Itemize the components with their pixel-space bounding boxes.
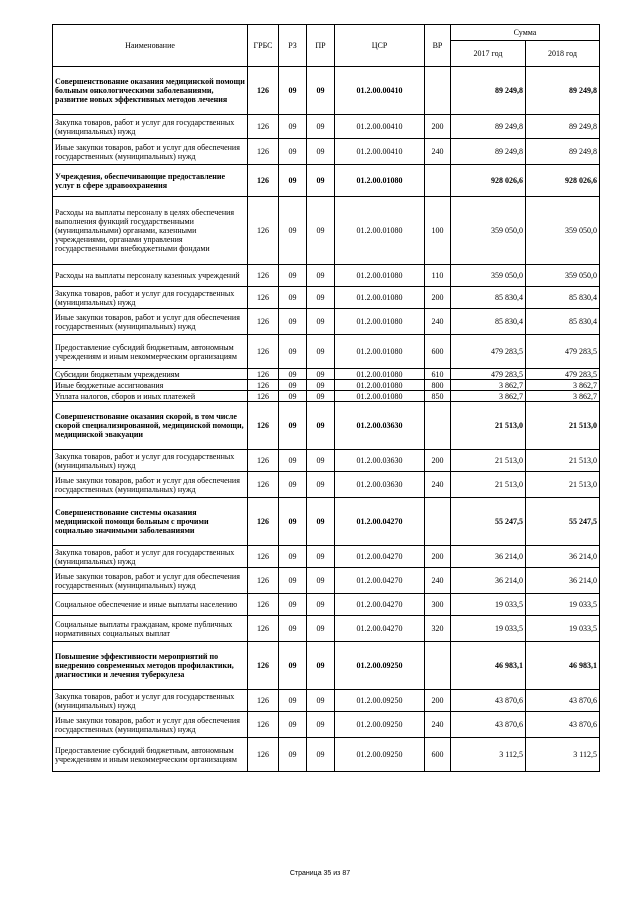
cell-csr: 01.2.00.01080	[335, 369, 425, 380]
table-row	[53, 642, 600, 690]
cell-rz: 09	[279, 197, 307, 265]
cell-csr: 01.2.00.01080	[335, 391, 425, 402]
cell-pr: 09	[307, 335, 335, 369]
cell-grbs: 126	[248, 594, 279, 616]
table-row	[53, 287, 600, 309]
table-row	[53, 594, 600, 616]
cell-vr: 200	[425, 690, 451, 712]
header-name: Наименование	[53, 25, 248, 67]
cell-grbs: 126	[248, 450, 279, 472]
cell-sum-2018: 359 050,0	[526, 265, 600, 287]
cell-grbs: 126	[248, 197, 279, 265]
table-row	[53, 568, 600, 594]
cell-sum-2018: 19 033,5	[526, 616, 600, 642]
cell-sum-2017: 89 249,8	[451, 139, 526, 165]
table-row	[53, 369, 600, 380]
cell-grbs: 126	[248, 287, 279, 309]
cell-sum-2017: 21 513,0	[451, 472, 526, 498]
cell-rz: 09	[279, 67, 307, 115]
table-row	[53, 115, 600, 139]
cell-sum-2018: 928 026,6	[526, 165, 600, 197]
cell-grbs: 126	[248, 568, 279, 594]
cell-name: Закупка товаров, работ и услуг для государственных (муниципальных) нужд	[53, 690, 248, 712]
cell-sum-2018: 36 214,0	[526, 568, 600, 594]
cell-name: Иные закупки товаров, работ и услуг для обеспечения государственных (муниципальных) нужд	[53, 712, 248, 738]
page-number: Страница 35 из 87	[289, 870, 351, 877]
cell-csr: 01.2.00.01080	[335, 287, 425, 309]
cell-rz: 09	[279, 265, 307, 287]
table-row	[53, 738, 600, 772]
cell-vr	[425, 402, 451, 450]
cell-name: Закупка товаров, работ и услуг для государственных (муниципальных) нужд	[53, 546, 248, 568]
cell-grbs: 126	[248, 115, 279, 139]
cell-sum-2017: 3 862,7	[451, 380, 526, 391]
cell-sum-2017: 43 870,6	[451, 712, 526, 738]
cell-grbs: 126	[248, 67, 279, 115]
cell-name: Учреждения, обеспечивающие предоставление услуг в сфере здравоохранения	[53, 165, 248, 197]
cell-rz: 09	[279, 402, 307, 450]
cell-sum-2018: 85 830,4	[526, 287, 600, 309]
cell-grbs: 126	[248, 402, 279, 450]
table-row	[53, 690, 600, 712]
cell-sum-2018: 89 249,8	[526, 139, 600, 165]
table-body	[53, 67, 600, 772]
cell-sum-2018: 3 112,5	[526, 738, 600, 772]
cell-sum-2017: 36 214,0	[451, 568, 526, 594]
table-row	[53, 139, 600, 165]
cell-name: Иные закупки товаров, работ и услуг для обеспечения государственных (муниципальных) нужд	[53, 309, 248, 335]
cell-vr: 240	[425, 309, 451, 335]
header-row	[53, 25, 600, 41]
cell-csr: 01.2.00.09250	[335, 690, 425, 712]
cell-sum-2018: 43 870,6	[526, 712, 600, 738]
cell-sum-2018: 85 830,4	[526, 309, 600, 335]
cell-csr: 01.2.00.09250	[335, 738, 425, 772]
cell-rz: 09	[279, 335, 307, 369]
cell-sum-2017: 359 050,0	[451, 197, 526, 265]
cell-name: Уплата налогов, сборов и иных платежей	[53, 391, 248, 402]
cell-rz: 09	[279, 309, 307, 335]
cell-vr: 600	[425, 335, 451, 369]
cell-csr: 01.2.00.03630	[335, 450, 425, 472]
cell-csr: 01.2.00.00410	[335, 67, 425, 115]
cell-name: Расходы на выплаты персоналу в целях обеспечения выполнения функций государственными (муниципальными) органами, казенными учреждениями, органами управления государственными внебюджетными фондами	[53, 197, 248, 265]
header-2018: 2018 год	[526, 41, 600, 67]
cell-grbs: 126	[248, 642, 279, 690]
table-row	[53, 498, 600, 546]
cell-sum-2018: 359 050,0	[526, 197, 600, 265]
cell-csr: 01.2.00.04270	[335, 568, 425, 594]
header-grbs: ГРБС	[248, 25, 279, 67]
cell-name: Социальное обеспечение и иные выплаты населению	[53, 594, 248, 616]
cell-rz: 09	[279, 369, 307, 380]
cell-pr: 09	[307, 450, 335, 472]
cell-name: Предоставление субсидий бюджетным, автономным учреждениям и иным некоммерческим организациям	[53, 738, 248, 772]
cell-rz: 09	[279, 139, 307, 165]
cell-name: Иные закупки товаров, работ и услуг для обеспечения государственных (муниципальных) нужд	[53, 568, 248, 594]
cell-vr: 240	[425, 568, 451, 594]
cell-pr: 09	[307, 712, 335, 738]
cell-sum-2018: 89 249,8	[526, 67, 600, 115]
cell-sum-2017: 19 033,5	[451, 616, 526, 642]
cell-sum-2018: 43 870,6	[526, 690, 600, 712]
cell-grbs: 126	[248, 690, 279, 712]
cell-vr: 240	[425, 472, 451, 498]
cell-rz: 09	[279, 472, 307, 498]
budget-table	[52, 24, 600, 772]
cell-grbs: 126	[248, 165, 279, 197]
cell-csr: 01.2.00.09250	[335, 712, 425, 738]
header-2017: 2017 год	[451, 41, 526, 67]
table-row	[53, 472, 600, 498]
cell-vr: 300	[425, 594, 451, 616]
cell-sum-2017: 21 513,0	[451, 450, 526, 472]
cell-vr	[425, 642, 451, 690]
cell-rz: 09	[279, 287, 307, 309]
cell-sum-2018: 21 513,0	[526, 472, 600, 498]
table-row	[53, 450, 600, 472]
cell-grbs: 126	[248, 391, 279, 402]
cell-name: Иные бюджетные ассигнования	[53, 380, 248, 391]
cell-pr: 09	[307, 568, 335, 594]
cell-csr: 01.2.00.04270	[335, 546, 425, 568]
cell-sum-2017: 36 214,0	[451, 546, 526, 568]
cell-pr: 09	[307, 165, 335, 197]
cell-sum-2017: 85 830,4	[451, 287, 526, 309]
cell-name: Предоставление субсидий бюджетным, автономным учреждениям и иным некоммерческим организациям	[53, 335, 248, 369]
cell-pr: 09	[307, 265, 335, 287]
cell-csr: 01.2.00.01080	[335, 165, 425, 197]
cell-csr: 01.2.00.01080	[335, 335, 425, 369]
cell-name: Совершенствование оказания скорой, в том числе скорой специализированной, медицинской помощи, медицинской эвакуации	[53, 402, 248, 450]
cell-rz: 09	[279, 594, 307, 616]
cell-vr: 800	[425, 380, 451, 391]
table-row	[53, 616, 600, 642]
cell-sum-2017: 3 112,5	[451, 738, 526, 772]
cell-csr: 01.2.00.01080	[335, 197, 425, 265]
cell-name: Закупка товаров, работ и услуг для государственных (муниципальных) нужд	[53, 115, 248, 139]
cell-name: Совершенствование системы оказания медицинской помощи больным с прочими социально значимыми заболеваниями	[53, 498, 248, 546]
cell-sum-2017: 55 247,5	[451, 498, 526, 546]
cell-grbs: 126	[248, 369, 279, 380]
cell-vr: 200	[425, 450, 451, 472]
cell-pr: 09	[307, 67, 335, 115]
cell-rz: 09	[279, 380, 307, 391]
cell-pr: 09	[307, 391, 335, 402]
cell-rz: 09	[279, 738, 307, 772]
cell-grbs: 126	[248, 498, 279, 546]
cell-vr: 200	[425, 546, 451, 568]
cell-rz: 09	[279, 712, 307, 738]
cell-pr: 09	[307, 690, 335, 712]
cell-pr: 09	[307, 546, 335, 568]
cell-name: Иные закупки товаров, работ и услуг для обеспечения государственных (муниципальных) нужд	[53, 472, 248, 498]
cell-vr: 610	[425, 369, 451, 380]
cell-sum-2018: 21 513,0	[526, 450, 600, 472]
header-sum: Сумма	[451, 25, 600, 41]
cell-sum-2017: 85 830,4	[451, 309, 526, 335]
cell-vr: 850	[425, 391, 451, 402]
table-row	[53, 67, 600, 115]
header-rz: РЗ	[279, 25, 307, 67]
cell-pr: 09	[307, 472, 335, 498]
header-vr: ВР	[425, 25, 451, 67]
cell-csr: 01.2.00.04270	[335, 594, 425, 616]
cell-pr: 09	[307, 498, 335, 546]
cell-name: Совершенствование оказания медицинской помощи больным онкологическими заболеваниями, развитие новых эффективных методов лечения	[53, 67, 248, 115]
cell-rz: 09	[279, 450, 307, 472]
cell-rz: 09	[279, 568, 307, 594]
cell-vr: 320	[425, 616, 451, 642]
cell-sum-2018: 55 247,5	[526, 498, 600, 546]
cell-sum-2017: 46 983,1	[451, 642, 526, 690]
cell-vr	[425, 165, 451, 197]
cell-vr: 200	[425, 287, 451, 309]
header-pr: ПР	[307, 25, 335, 67]
cell-pr: 09	[307, 616, 335, 642]
table-row	[53, 546, 600, 568]
cell-sum-2017: 928 026,6	[451, 165, 526, 197]
cell-pr: 09	[307, 287, 335, 309]
cell-csr: 01.2.00.04270	[335, 616, 425, 642]
cell-sum-2017: 479 283,5	[451, 369, 526, 380]
cell-sum-2017: 21 513,0	[451, 402, 526, 450]
cell-pr: 09	[307, 197, 335, 265]
cell-name: Закупка товаров, работ и услуг для государственных (муниципальных) нужд	[53, 287, 248, 309]
cell-rz: 09	[279, 642, 307, 690]
cell-sum-2018: 19 033,5	[526, 594, 600, 616]
cell-vr	[425, 498, 451, 546]
cell-rz: 09	[279, 690, 307, 712]
cell-sum-2018: 89 249,8	[526, 115, 600, 139]
cell-csr: 01.2.00.00410	[335, 115, 425, 139]
document-page	[52, 24, 599, 772]
cell-pr: 09	[307, 738, 335, 772]
cell-csr: 01.2.00.00410	[335, 139, 425, 165]
cell-name: Закупка товаров, работ и услуг для государственных (муниципальных) нужд	[53, 450, 248, 472]
cell-grbs: 126	[248, 139, 279, 165]
cell-csr: 01.2.00.01080	[335, 309, 425, 335]
cell-sum-2018: 46 983,1	[526, 642, 600, 690]
cell-rz: 09	[279, 616, 307, 642]
table-row	[53, 165, 600, 197]
table-row	[53, 197, 600, 265]
cell-grbs: 126	[248, 265, 279, 287]
cell-grbs: 126	[248, 472, 279, 498]
cell-grbs: 126	[248, 738, 279, 772]
cell-name: Субсидии бюджетным учреждениям	[53, 369, 248, 380]
cell-pr: 09	[307, 594, 335, 616]
cell-rz: 09	[279, 165, 307, 197]
cell-grbs: 126	[248, 380, 279, 391]
cell-rz: 09	[279, 546, 307, 568]
cell-rz: 09	[279, 498, 307, 546]
cell-sum-2017: 19 033,5	[451, 594, 526, 616]
table-row	[53, 712, 600, 738]
cell-sum-2018: 3 862,7	[526, 380, 600, 391]
cell-sum-2018: 479 283,5	[526, 369, 600, 380]
cell-csr: 01.2.00.04270	[335, 498, 425, 546]
cell-grbs: 126	[248, 309, 279, 335]
cell-sum-2017: 359 050,0	[451, 265, 526, 287]
cell-name: Расходы на выплаты персоналу казенных учреждений	[53, 265, 248, 287]
cell-csr: 01.2.00.01080	[335, 265, 425, 287]
cell-pr: 09	[307, 642, 335, 690]
cell-csr: 01.2.00.01080	[335, 380, 425, 391]
cell-grbs: 126	[248, 616, 279, 642]
cell-sum-2017: 3 862,7	[451, 391, 526, 402]
cell-grbs: 126	[248, 546, 279, 568]
cell-sum-2018: 36 214,0	[526, 546, 600, 568]
table-row	[53, 265, 600, 287]
table-row	[53, 391, 600, 402]
cell-pr: 09	[307, 380, 335, 391]
cell-vr: 240	[425, 139, 451, 165]
cell-sum-2018: 21 513,0	[526, 402, 600, 450]
cell-sum-2017: 43 870,6	[451, 690, 526, 712]
cell-vr: 100	[425, 197, 451, 265]
cell-name: Социальные выплаты гражданам, кроме публичных нормативных социальных выплат	[53, 616, 248, 642]
cell-name: Повышение эффективности мероприятий по внедрению современных методов профилактики, диагностики и лечения туберкулеза	[53, 642, 248, 690]
cell-vr: 200	[425, 115, 451, 139]
cell-pr: 09	[307, 369, 335, 380]
cell-pr: 09	[307, 115, 335, 139]
cell-csr: 01.2.00.09250	[335, 642, 425, 690]
cell-sum-2017: 479 283,5	[451, 335, 526, 369]
cell-rz: 09	[279, 391, 307, 402]
cell-vr	[425, 67, 451, 115]
header-csr: ЦСР	[335, 25, 425, 67]
cell-vr: 600	[425, 738, 451, 772]
cell-grbs: 126	[248, 712, 279, 738]
table-row	[53, 309, 600, 335]
cell-pr: 09	[307, 402, 335, 450]
cell-sum-2017: 89 249,8	[451, 67, 526, 115]
cell-rz: 09	[279, 115, 307, 139]
cell-vr: 240	[425, 712, 451, 738]
cell-pr: 09	[307, 139, 335, 165]
cell-csr: 01.2.00.03630	[335, 402, 425, 450]
cell-name: Иные закупки товаров, работ и услуг для обеспечения государственных (муниципальных) нужд	[53, 139, 248, 165]
cell-pr: 09	[307, 309, 335, 335]
table-row	[53, 402, 600, 450]
table-row	[53, 335, 600, 369]
cell-grbs: 126	[248, 335, 279, 369]
cell-csr: 01.2.00.03630	[335, 472, 425, 498]
cell-sum-2017: 89 249,8	[451, 115, 526, 139]
cell-sum-2018: 3 862,7	[526, 391, 600, 402]
cell-sum-2018: 479 283,5	[526, 335, 600, 369]
table-row	[53, 380, 600, 391]
cell-vr: 110	[425, 265, 451, 287]
